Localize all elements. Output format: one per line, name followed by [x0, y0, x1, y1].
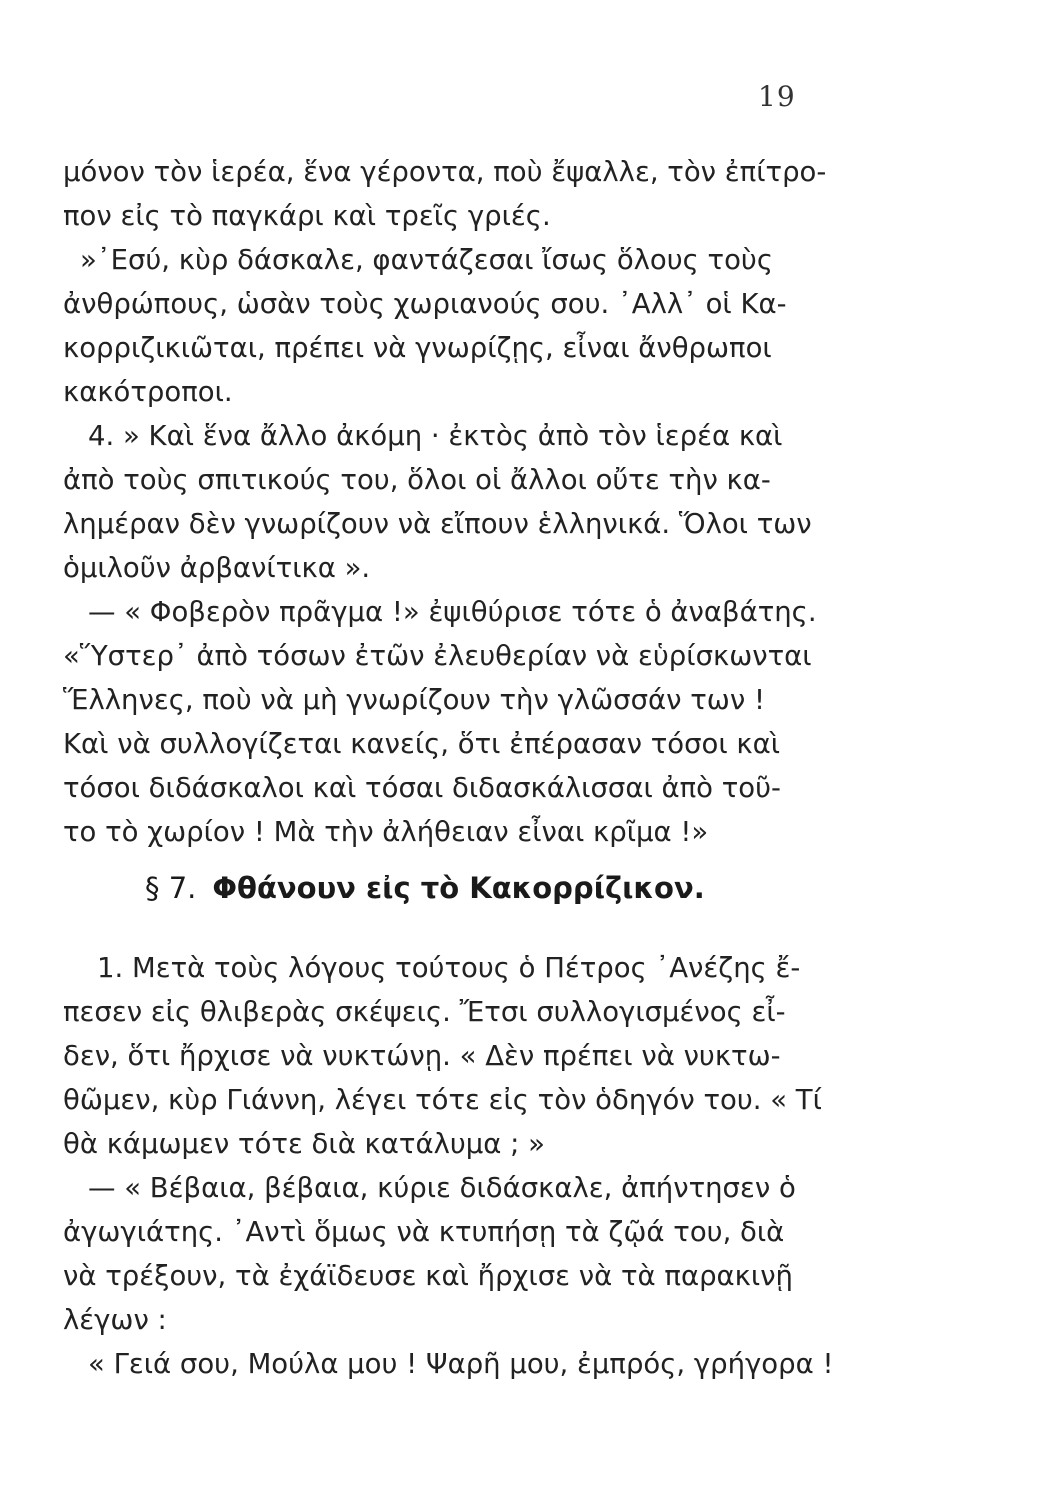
text-line: 1. Μετὰ τοὺς λόγους τούτους ὁ Πέτρος ᾿Ανέζης ἔ-	[97, 952, 801, 984]
text-line: κακότροποι.	[63, 376, 233, 408]
text-line: πεσεν εἰς θλιβερὰς σκέψεις. Ἔτσι συλλογισμένος εἶ-	[63, 996, 786, 1028]
text-line: — « Βέβαια, βέβαια, κύριε διδάσκαλε, ἀπήντησεν ὁ	[88, 1172, 796, 1204]
text-line: λέγων :	[63, 1304, 167, 1336]
text-line: Καὶ νὰ συλλογίζεται κανείς, ὅτι ἐπέρασαν τόσοι καὶ	[63, 728, 781, 760]
text-line: « Γειά σου, Μούλα μου ! Ψαρῆ μου, ἐμπρός, γρήγορα !	[88, 1348, 834, 1380]
text-line: «Ὕστερ᾿ ἀπὸ τόσων ἐτῶν ἐλευθερίαν νὰ εὑρίσκωνται	[63, 640, 812, 672]
page-number: 19	[758, 80, 796, 113]
text-line: »᾿Εσύ, κὺρ δάσκαλε, φαντάζεσαι ἴσως ὅλους τοὺς	[80, 244, 773, 276]
section-heading	[145, 866, 705, 910]
text-line: θὰ κάμωμεν τότε διὰ κατάλυμα ; »	[63, 1128, 545, 1160]
text-line: πον εἰς τὸ παγκάρι καὶ τρεῖς γριές.	[63, 200, 551, 232]
text-line: νὰ τρέξουν, τὰ ἐχάϊδευσε καὶ ἤρχισε νὰ τὰ παρακινῇ	[63, 1260, 793, 1292]
text-line: ὁμιλοῦν ἀρβανίτικα ».	[63, 552, 371, 584]
text-line: δεν, ὅτι ἤρχισε νὰ νυκτώνῃ. « Δὲν πρέπει νὰ νυκτω-	[63, 1040, 781, 1072]
text-line: το τὸ χωρίον ! Μὰ τὴν ἀλήθειαν εἶναι κρῖμα !»	[63, 816, 709, 848]
text-line: Ἕλληνες, ποὺ νὰ μὴ γνωρίζουν τὴν γλῶσσάν των !	[63, 684, 765, 716]
text-line: μόνον τὸν ἱερέα, ἕνα γέροντα, ποὺ ἔψαλλε, τὸν ἐπίτρο-	[63, 156, 827, 188]
text-line: τόσοι διδάσκαλοι καὶ τόσαι διδασκάλισσαι ἀπὸ τοῦ-	[63, 772, 781, 804]
text-line: λημέραν δὲν γνωρίζουν νὰ εἴπουν ἑλληνικά. Ὅλοι των	[63, 508, 812, 540]
text-line: θῶμεν, κὺρ Γιάννη, λέγει τότε εἰς τὸν ὁδηγόν του. « Τί	[63, 1084, 822, 1116]
text-line: κορριζικιῶται, πρέπει νὰ γνωρίζῃς, εἶναι ἄνθρωποι	[63, 332, 772, 364]
text-line: — « Φοβερὸν πρᾶγμα !» ἐψιθύρισε τότε ὁ ἀναβάτης.	[88, 596, 817, 628]
text-line: 4. » Καὶ ἕνα ἄλλο ἀκόμη · ἐκτὸς ἀπὸ τὸν ἱερέα καὶ	[88, 420, 783, 452]
text-line: ἀπὸ τοὺς σπιτικούς του, ὅλοι οἱ ἄλλοι οὔτε τὴν κα-	[63, 464, 771, 496]
section-title: Φθάνουν εἰς τὸ Κακορρίζικον.	[212, 871, 705, 905]
section-number: § 7.	[145, 871, 197, 905]
text-line: ἀνθρώπους, ὡσὰν τοὺς χωριανούς σου. ᾿Αλλ᾿ οἱ Κα-	[63, 288, 787, 320]
text-line: ἀγωγιάτης. ᾿Αντὶ ὅμως νὰ κτυπήσῃ τὰ ζῷά του, διὰ	[63, 1216, 785, 1248]
